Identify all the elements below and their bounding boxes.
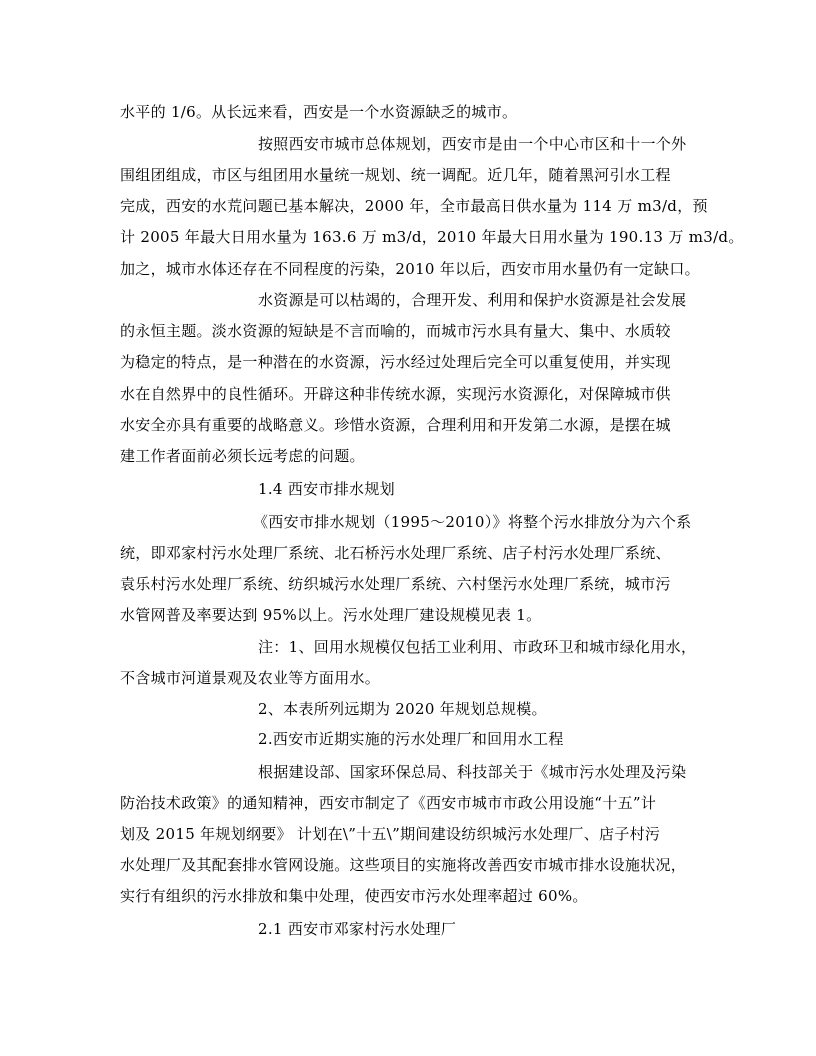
section-heading: 2.西安市近期实施的污水处理厂和回用水工程 — [258, 730, 564, 748]
text-line: 袁乐村污水处理厂系统、纺织城污水处理厂系统、六村堡污水处理厂系统，城市污 — [120, 575, 671, 593]
text-line: 实行有组织的污水排放和集中处理，使西安市污水处理率超过 60%。 — [120, 887, 588, 905]
text-line: 加之，城市水体还存在不同程度的污染，2010 年以后，西安市用水量仍有一定缺口。 — [120, 260, 700, 278]
text-line: 水资源是可以枯竭的，合理开发、利用和保护水资源是社会发展 — [258, 291, 687, 309]
text-line: 完成，西安的水荒问题已基本解决，2000 年，全市最高日供水量为 114 万 m3/d，预 — [120, 197, 708, 215]
text-line: 根据建设部、国家环保总局、科技部关于《城市污水处理及污染 — [258, 763, 687, 781]
text-line: 为稳定的特点，是一种潜在的水资源，污水经过处理后完全可以重复使用，并实现 — [120, 353, 671, 371]
text-line: 围组团组成，市区与组团用水量统一规划、统一调配。近几年，随着黑河引水工程 — [120, 166, 671, 184]
note-line: 注：1、回用水规模仅包括工业利用、市政环卫和城市绿化用水， — [258, 638, 697, 656]
text-line: 水安全亦具有重要的战略意义。珍惜水资源，合理利用和开发第二水源，是摆在城 — [120, 416, 671, 434]
text-line: 防治技术政策》的通知精神，西安市制定了《西安市城市市政公用设施“十五”计 — [120, 794, 657, 812]
text-line: 建工作者面前必须长远考虑的问题。 — [120, 447, 365, 465]
text-line: 计 2005 年最大日用水量为 163.6 万 m3/d，2010 年最大日用水量为 190.13 万 m3/d。 — [120, 228, 744, 246]
note-line: 不含城市河道景观及农业等方面用水。 — [120, 669, 381, 687]
text-line: 水管网普及率要达到 95%以上。污水处理厂建设规模见表 1。 — [120, 606, 542, 624]
note-line: 2、本表所列远期为 2020 年规划总规模。 — [258, 700, 547, 718]
text-line: 水在自然界中的良性循环。开辟这种非传统水源，实现污水资源化，对保障城市供 — [120, 385, 671, 403]
section-heading: 1.4 西安市排水规划 — [258, 480, 395, 498]
text-line: 按照西安市城市总体规划，西安市是由一个中心市区和十一个外 — [258, 135, 687, 153]
section-heading: 2.1 西安市邓家村污水处理厂 — [258, 920, 457, 938]
text-line: 《西安市排水规划（1995～2010）》将整个污水排放分为六个系 — [253, 513, 692, 531]
text-line: 统，即邓家村污水处理厂系统、北石桥污水处理厂系统、店子村污水处理厂系统、 — [120, 544, 671, 562]
text-line: 水处理厂及其配套排水管网设施。这些项目的实施将改善西安市城市排水设施状况， — [120, 856, 687, 874]
text-line: 的永恒主题。淡水资源的短缺是不言而喻的，而城市污水具有量大、集中、水质较 — [120, 322, 671, 340]
text-line: 水平的 1/6。从长远来看，西安是一个水资源缺乏的城市。 — [120, 103, 518, 121]
text-line: 划及 2015 年规划纲要》 计划在\”十五\”期间建设纺织城污水处理厂、店子村污 — [120, 825, 661, 843]
